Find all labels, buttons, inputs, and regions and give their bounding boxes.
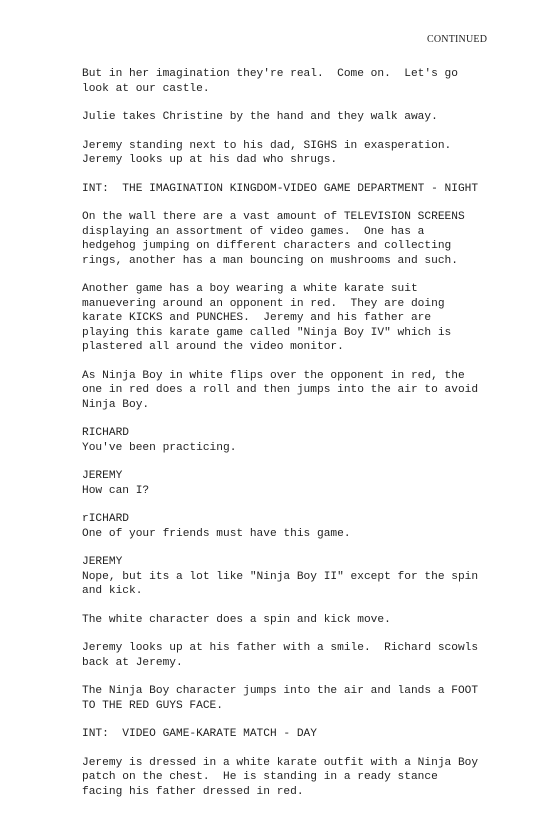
- character-cue: [82, 426, 502, 441]
- script-line: back at Jeremy.: [82, 656, 183, 669]
- action-paragraph: [82, 110, 502, 125]
- script-line: manuevering around an opponent in red. They are doing: [82, 297, 445, 310]
- script-line: One of your friends must have this game.: [82, 527, 351, 540]
- script-line: The white character does a spin and kick move.: [82, 613, 391, 626]
- script-line: How can I?: [82, 484, 150, 497]
- script-line: Another game has a boy wearing a white karate suit: [82, 283, 418, 295]
- action-paragraph: [82, 210, 502, 268]
- script-line: INT: VIDEO GAME-KARATE MATCH - DAY: [82, 728, 317, 740]
- script-line: On the wall there are a vast amount of TELEVISION SCREENS: [82, 211, 465, 223]
- script-line: rICHARD: [82, 513, 129, 525]
- script-line: Nope, but its a lot like "Ninja Boy II" except for the spin: [82, 570, 479, 583]
- script-line: RICHARD: [82, 427, 129, 439]
- dialogue-paragraph: [82, 67, 502, 96]
- script-line: Julie takes Christine by the hand and they walk away.: [82, 111, 438, 123]
- script-line: and kick.: [82, 585, 143, 597]
- action-paragraph: [82, 282, 502, 355]
- script-line: hedgehog jumping on different characters and collecting: [82, 240, 452, 252]
- script-line: Ninja Boy.: [82, 398, 150, 411]
- script-line: one in red does a roll and then jumps into the air to avoid: [82, 384, 479, 396]
- script-line: patch on the chest. He is standing in a ready stance: [82, 771, 438, 783]
- script-line: TO THE RED GUYS FACE.: [82, 699, 223, 712]
- character-cue: [82, 555, 502, 570]
- script-line: rings, another has a man bouncing on mushrooms and such.: [82, 254, 458, 267]
- scene-heading: [82, 182, 502, 197]
- script-line: You've been practicing.: [82, 441, 237, 454]
- script-body: [82, 67, 502, 813]
- script-line: Jeremy is dressed in a white karate outfit with a Ninja Boy: [82, 756, 479, 769]
- action-paragraph: [82, 139, 502, 168]
- character-cue: [82, 469, 502, 484]
- action-paragraph: [82, 641, 502, 670]
- script-line: JEREMY: [82, 556, 123, 568]
- script-line: plastered all around the video monitor.: [82, 341, 344, 353]
- dialogue-paragraph: [82, 527, 502, 542]
- script-line: As Ninja Boy in white flips over the opponent in red, the: [82, 369, 465, 382]
- script-line: Jeremy standing next to his dad, SIGHS in exasperation.: [82, 139, 452, 152]
- scene-heading: [82, 727, 502, 742]
- script-line: playing this karate game called "Ninja Boy IV" which is: [82, 326, 452, 339]
- action-paragraph: [82, 613, 502, 628]
- action-paragraph: [82, 684, 502, 713]
- script-line: But in her imagination they're real. Come on. Let's go: [82, 68, 458, 80]
- action-paragraph: [82, 756, 502, 800]
- dialogue-paragraph: [82, 441, 502, 456]
- script-line: look at our castle.: [82, 82, 210, 95]
- script-line: Jeremy looks up at his father with a smile. Richard scowls: [82, 642, 479, 654]
- script-line: JEREMY: [82, 470, 123, 482]
- dialogue-paragraph: [82, 484, 502, 499]
- script-line: Jeremy looks up at his dad who shrugs.: [82, 154, 338, 166]
- action-paragraph: [82, 369, 502, 413]
- script-line: facing his father dressed in red.: [82, 785, 304, 798]
- character-cue: [82, 512, 502, 527]
- continued-label: CONTINUED: [427, 34, 488, 45]
- script-line: The Ninja Boy character jumps into the air and lands a FOOT: [82, 685, 479, 697]
- script-line: karate KICKS and PUNCHES. Jeremy and his father are: [82, 312, 432, 324]
- script-line: displaying an assortment of video games. One has a: [82, 225, 425, 238]
- script-line: INT: THE IMAGINATION KINGDOM-VIDEO GAME DEPARTMENT - NIGHT: [82, 182, 479, 195]
- dialogue-paragraph: [82, 570, 502, 599]
